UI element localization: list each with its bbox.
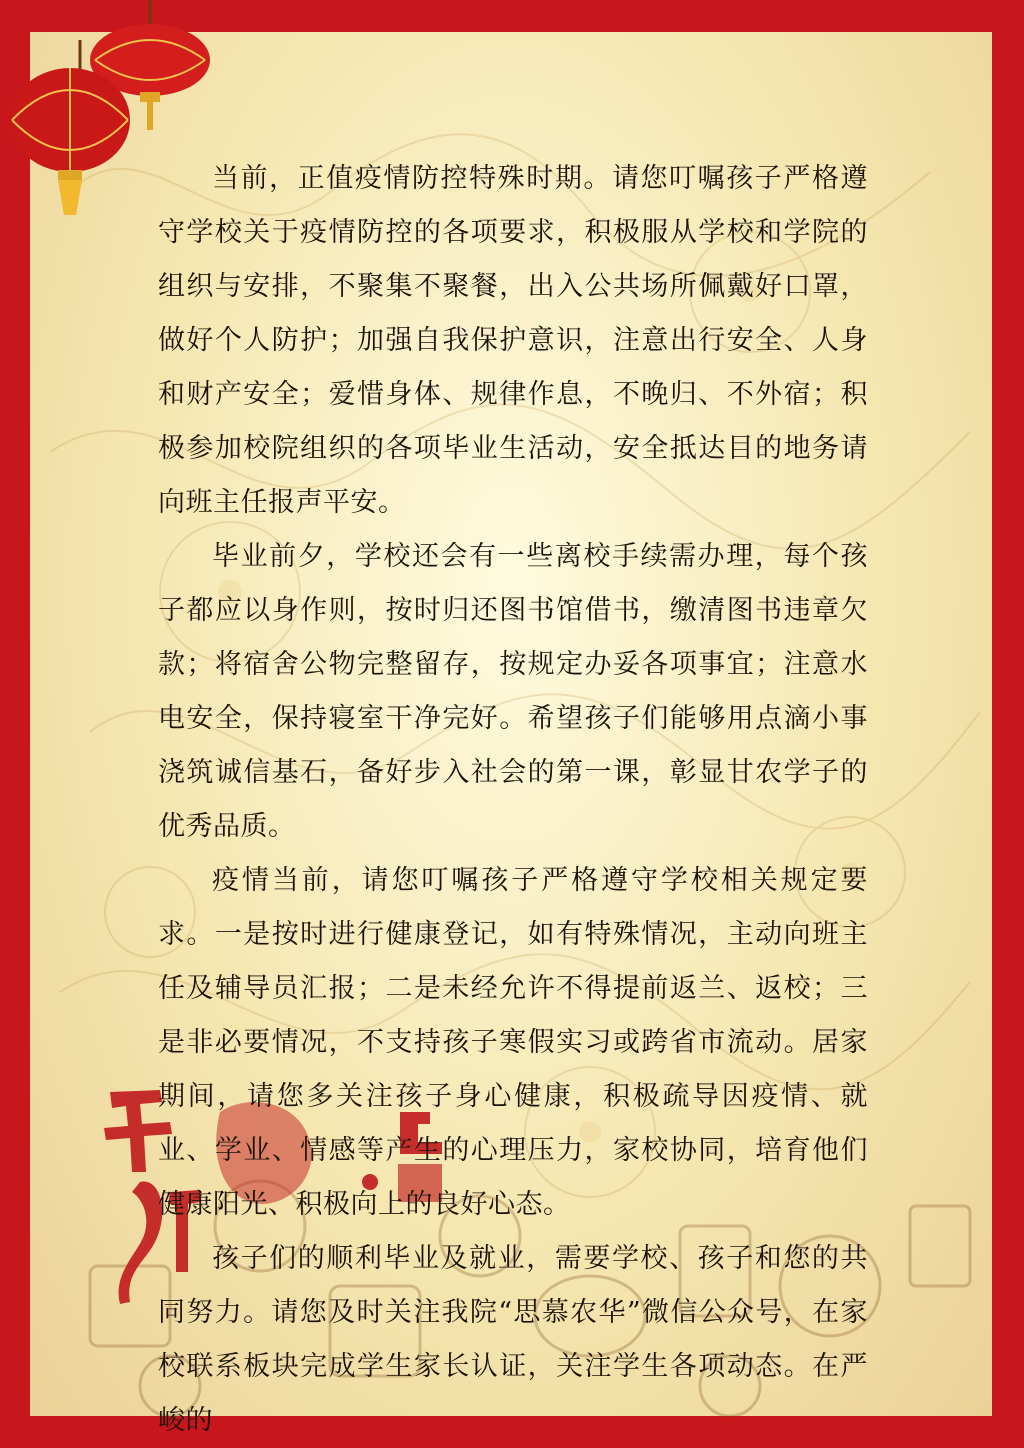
paragraph: 孩子们的顺利毕业及就业，需要学校、孩子和您的共同努力。请您及时关注我院“思慕农华”微信公众号，在家校联系板块完成学生家长认证，关注学生各项动态。在严峻的 xyxy=(158,1243,868,1436)
letter-paper xyxy=(30,32,992,1436)
paragraph: 当前，正值疫情防控特殊时期。请您叮嘱孩子严格遵守学校关于疫情防控的各项要求，积极服从学校和学院的组织与安排，不聚集不聚餐，出入公共场所佩戴好口罩，做好个人防护；加强自我保护意识，注意出行安全、人身和财产安全；爱惜身体、规律作息，不晚归、不外宿；积极参加校院组织的各项毕业生活动，安全抵达目的地务请向班主任报声平安。 xyxy=(158,163,868,518)
letter-body xyxy=(158,152,868,1448)
paragraph: 疫情当前，请您叮嘱孩子严格遵守学校相关规定要求。一是按时进行健康登记，如有特殊情况，主动向班主任及辅导员汇报；二是未经允许不得提前返兰、返校；三是非必要情况，不支持孩子寒假实习或跨省市流动。居家期间，请您多关注孩子身心健康，积极疏导因疫情、就业、学业、情感等产生的心理压力，家校协同，培育他们健康阳光、积极向上的良好心态。 xyxy=(158,865,868,1220)
lantern-icon xyxy=(0,0,240,220)
paragraph: 毕业前夕，学校还会有一些离校手续需办理，每个孩子都应以身作则，按时归还图书馆借书，缴清图书违章欠款；将宿舍公物完整留存，按规定办妥各项事宜；注意水电安全，保持寝室干净完好。希望孩子们能够用点滴小事浇筑诚信基石，备好步入社会的第一课，彰显甘农学子的优秀品质。 xyxy=(158,541,868,842)
